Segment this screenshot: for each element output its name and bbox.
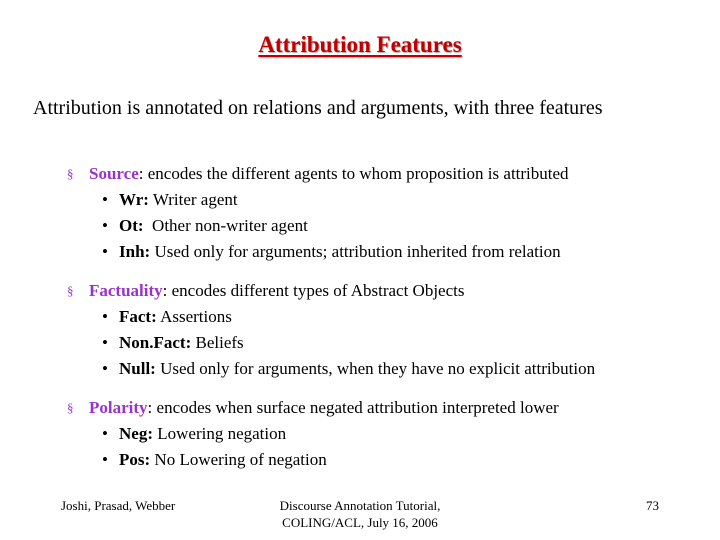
section-heading: [67, 161, 707, 187]
item-text: Assertions: [156, 307, 232, 326]
item-text: Other non-writer agent: [143, 216, 308, 235]
list-item: [67, 356, 707, 382]
item-text: Beliefs: [191, 333, 244, 352]
section-marker-icon: §: [67, 400, 74, 415]
section-marker-icon: §: [67, 166, 74, 181]
item-label: Non.Fact:: [119, 333, 192, 352]
feature-description: : encodes the different agents to whom proposition is attributed: [138, 164, 569, 183]
item-label: Neg:: [119, 424, 153, 443]
feature-description: : encodes when surface negated attribution interpreted lower: [147, 398, 559, 417]
intro-text: Attribution is annotated on relations and arguments, with three features: [33, 97, 603, 119]
item-text: No Lowering of negation: [150, 450, 327, 469]
item-label: Null:: [119, 359, 156, 378]
section-heading: [67, 395, 707, 421]
item-label: Pos:: [119, 450, 151, 469]
footer-event-line1: Discourse Annotation Tutorial,: [279, 498, 441, 513]
bullet-icon: •: [102, 359, 108, 378]
bullet-icon: •: [102, 424, 108, 443]
list-item: [67, 239, 707, 265]
feature-term: Factuality: [89, 281, 163, 300]
section-source: [67, 161, 707, 265]
item-text: Lowering negation: [152, 424, 287, 443]
list-item: [67, 213, 707, 239]
footer-event-line2: COLING/ACL, July 16, 2006: [282, 515, 438, 530]
bullet-icon: •: [102, 450, 108, 469]
list-item: [67, 187, 707, 213]
item-label: Inh:: [119, 242, 151, 261]
feature-term: Source: [89, 164, 139, 183]
feature-description: : encodes different types of Abstract Objects: [162, 281, 465, 300]
item-label: Ot:: [119, 216, 144, 235]
section-polarity: [67, 395, 707, 473]
list-item: [67, 330, 707, 356]
page-number: 73: [646, 498, 659, 513]
footer-authors: Joshi, Prasad, Webber: [61, 498, 176, 513]
list-item: [67, 421, 707, 447]
feature-term: Polarity: [89, 398, 148, 417]
footer-event: [240, 497, 480, 531]
item-text: Used only for arguments, when they have no explicit attribution: [155, 359, 596, 378]
bullet-icon: •: [102, 333, 108, 352]
list-item: [67, 304, 707, 330]
item-text: Used only for arguments; attribution inherited from relation: [150, 242, 561, 261]
bullet-icon: •: [102, 242, 108, 261]
slide-title: Attribution Features: [258, 32, 462, 57]
bullet-icon: •: [102, 190, 108, 209]
item-label: Fact:: [119, 307, 157, 326]
list-item: [67, 447, 707, 473]
section-factuality: [67, 278, 707, 382]
section-marker-icon: §: [67, 283, 74, 298]
item-text: Writer agent: [148, 190, 238, 209]
bullet-icon: •: [102, 307, 108, 326]
section-heading: [67, 278, 707, 304]
item-label: Wr:: [119, 190, 149, 209]
bullet-icon: •: [102, 216, 108, 235]
